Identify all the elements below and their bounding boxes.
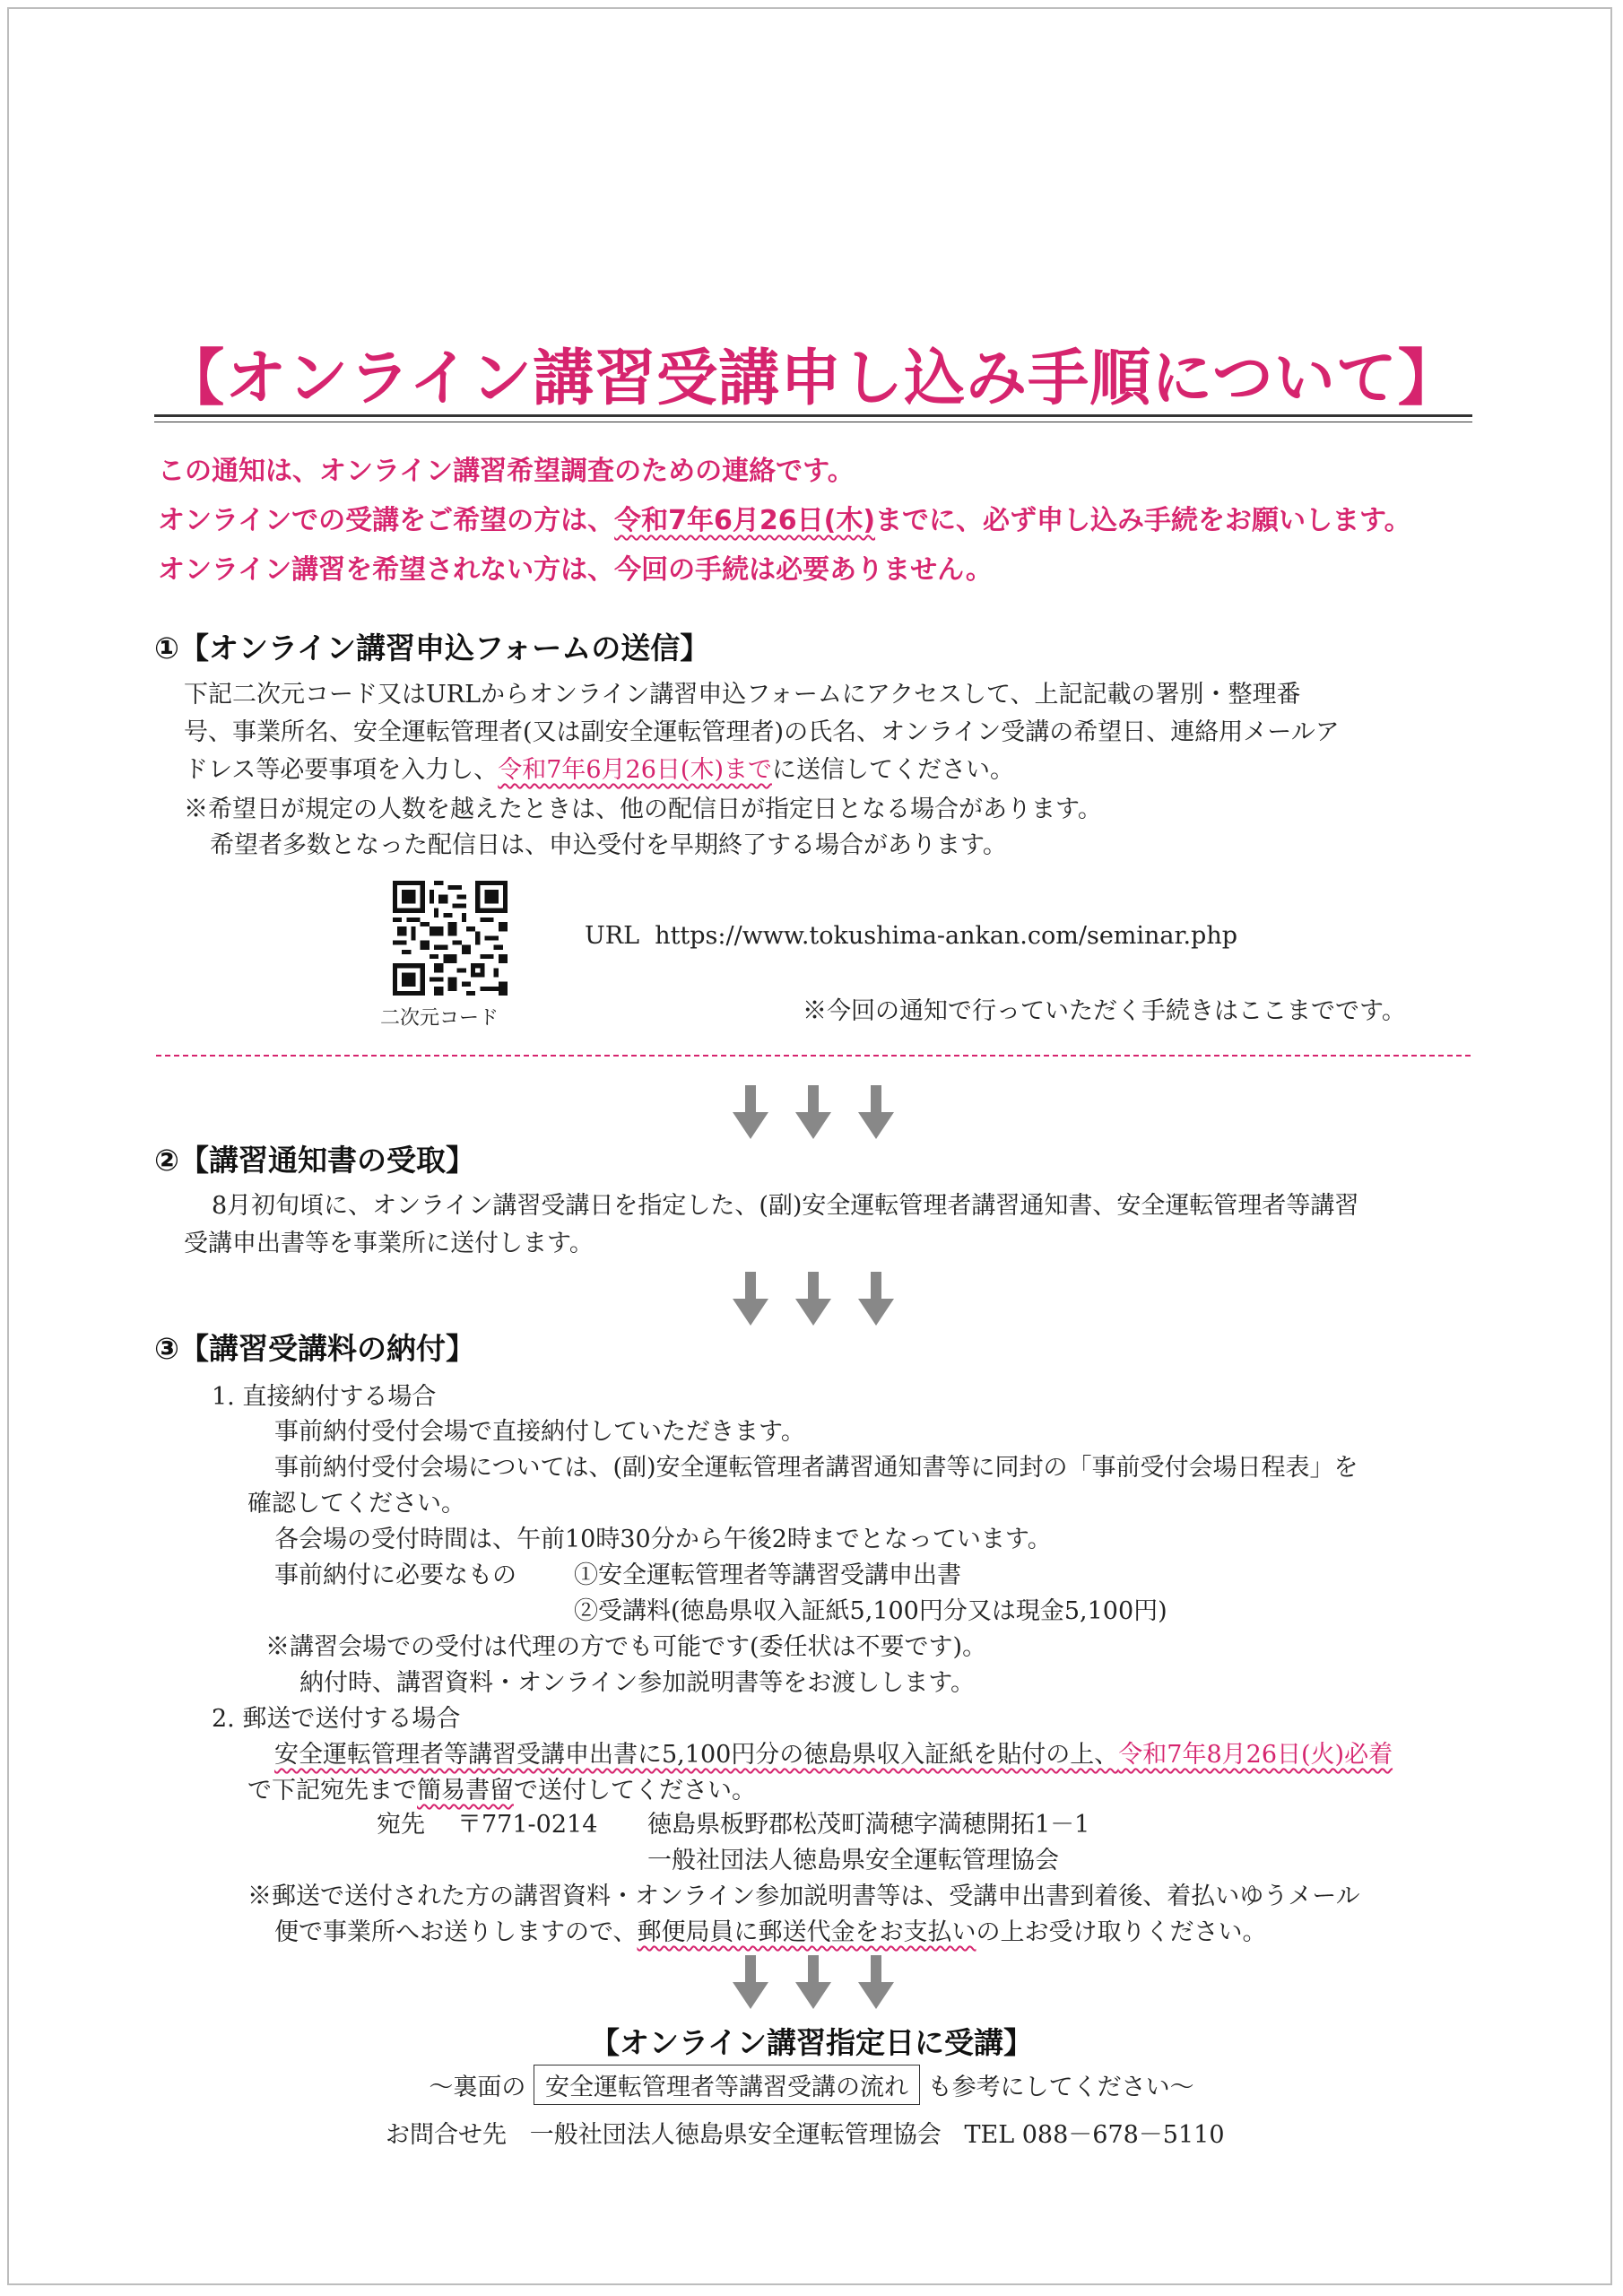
- method1-line-1: 事前納付受付会場で直接納付していただきます。: [274, 1418, 805, 1446]
- intro-deadline: 令和7年6月26日(木): [614, 505, 876, 536]
- down-arrow-icon: [733, 1955, 768, 2009]
- url-line: [585, 922, 1237, 950]
- step1-note-2: 希望者多数となった配信日は、申込受付を早期終了する場合があります。: [210, 831, 1007, 859]
- method1-line-3: 確認してください。: [247, 1490, 465, 1518]
- postage-emphasis: 郵便局員に郵送代金をお支払い: [637, 1918, 976, 1946]
- page-title: 【オンライン講習受講申し込み手順について】: [163, 344, 1460, 414]
- step2-text-1: 8月初旬頃に、オンライン講習受講日を指定した、(副)安全運転管理者講習通知書、安全運転管理者等講習: [212, 1192, 1359, 1220]
- down-arrow-icon: [858, 1085, 894, 1139]
- final-heading: 【オンライン講習指定日に受講】: [589, 2025, 1033, 2060]
- down-arrow-icon: [733, 1085, 768, 1139]
- flow-reference-box: 安全運転管理者等講習受講の流れ: [534, 2065, 920, 2105]
- step1-deadline: 令和7年6月26日(木)まで: [498, 756, 772, 784]
- qr-code-icon[interactable]: [393, 881, 508, 996]
- address-zip: 〒771-0214: [457, 1811, 598, 1839]
- dashed-divider: [156, 1055, 1471, 1057]
- address-line-2: 一般社団法人徳島県安全運転管理協会: [647, 1847, 1059, 1874]
- step1-end-note: ※今回の通知で行っていただく手続きはここまでです。: [803, 997, 1406, 1025]
- contact-label: お問合せ先: [386, 2121, 507, 2149]
- method1-line-4: 各会場の受付時間は、午前10時30分から午後2時までとなっています。: [274, 1526, 1052, 1553]
- down-arrow-icon: [733, 1272, 768, 1326]
- step1-text-2: 号、事業所名、安全運転管理者(又は副安全運転管理者)の氏名、オンライン受講の希望日、連絡用メールア: [184, 718, 1340, 746]
- arrow-group-1: [733, 1085, 894, 1139]
- down-arrow-icon: [858, 1955, 894, 2009]
- step2-text-2: 受講申出書等を事業所に送付します。: [184, 1230, 594, 1257]
- down-arrow-icon: [795, 1085, 831, 1139]
- method2-line-2: で下記宛先まで簡易書留で送付してください。: [247, 1777, 756, 1805]
- down-arrow-icon: [795, 1955, 831, 2009]
- step3-heading: ③【講習受講料の納付】: [154, 1331, 475, 1366]
- step1-heading: ①【オンライン講習申込フォームの送信】: [154, 631, 710, 665]
- method2-note-1: ※郵送で送付された方の講習資料・オンライン参加説明書等は、受講申出書到着後、着払いゆうメール: [247, 1883, 1360, 1910]
- method1-note-1: ※講習会場での受付は代理の方でも可能です(委任状は不要です)。: [265, 1633, 987, 1661]
- method1-title: 1. 直接納付する場合: [212, 1383, 437, 1411]
- address-label: 宛先: [377, 1811, 425, 1839]
- step1-note-1: ※希望日が規定の人数を越えたときは、他の配信日が指定日となる場合があります。: [184, 796, 1102, 823]
- contact-line: [386, 2115, 1225, 2150]
- reference-line: ～裏面の 安全運転管理者等講習受講の流れ も参考にしてください～: [0, 2065, 1623, 2105]
- qr-caption: 二次元コード: [380, 1007, 499, 1030]
- method1-item-2: ②受講料(徳島県収入証紙5,100円分又は現金5,100円): [574, 1597, 1167, 1625]
- step1-text-1: 下記二次元コード又はURLからオンライン講習申込フォームにアクセスして、上記記載の署別・整理番: [184, 681, 1301, 709]
- step2-heading: ②【講習通知書の受取】: [154, 1143, 475, 1178]
- intro-line-3: オンライン講習を希望されない方は、今回の手続は必要ありません。: [158, 554, 993, 586]
- intro-line-1: この通知は、オンライン講習希望調査のための連絡です。: [158, 456, 855, 487]
- registered-mail-emphasis: 簡易書留: [417, 1777, 514, 1805]
- address-line-1: 徳島県板野郡松茂町満穂字満穂開拓1－1: [647, 1811, 1090, 1839]
- intro-line-2: オンラインでの受講をご希望の方は、令和7年6月26日(木)までに、必ず申し込み手続をお願いします。: [158, 505, 1411, 536]
- contact-org: 一般社団法人徳島県安全運転管理協会: [529, 2121, 942, 2149]
- method2-line-1: 安全運転管理者等講習受講申出書に5,100円分の徳島県収入証紙を貼付の上、令和7年8月26日(火)必着: [274, 1741, 1393, 1769]
- arrow-group-2: [733, 1272, 894, 1326]
- method1-item-1: ①安全運転管理者等講習受講申出書: [574, 1561, 961, 1589]
- title-rule-thick: [154, 414, 1472, 417]
- down-arrow-icon: [795, 1272, 831, 1326]
- method2-title: 2. 郵送で送付する場合: [212, 1705, 461, 1733]
- step1-text-3: ドレス等必要事項を入力し、令和7年6月26日(木)までに送信してください。: [184, 756, 1014, 784]
- method1-line-2: 事前納付受付会場については、(副)安全運転管理者講習通知書等に同封の「事前受付会場日程表」を: [274, 1454, 1358, 1482]
- method2-deadline: 令和7年8月26日(火)必着: [1118, 1741, 1393, 1769]
- down-arrow-icon: [858, 1272, 894, 1326]
- method1-line-5-label: 事前納付に必要なもの: [274, 1561, 516, 1589]
- arrow-group-3: [733, 1955, 894, 2009]
- method2-note-2: 便で事業所へお送りしますので、郵便局員に郵送代金をお支払いの上お受け取りください。: [274, 1918, 1267, 1946]
- contact-tel: TEL 088－678－5110: [964, 2121, 1225, 2149]
- method1-note-2: 納付時、講習資料・オンライン参加説明書等をお渡しします。: [299, 1669, 976, 1697]
- seminar-url-link[interactable]: https://www.tokushima-ankan.com/seminar.php: [655, 922, 1238, 950]
- url-label: URL: [585, 922, 640, 950]
